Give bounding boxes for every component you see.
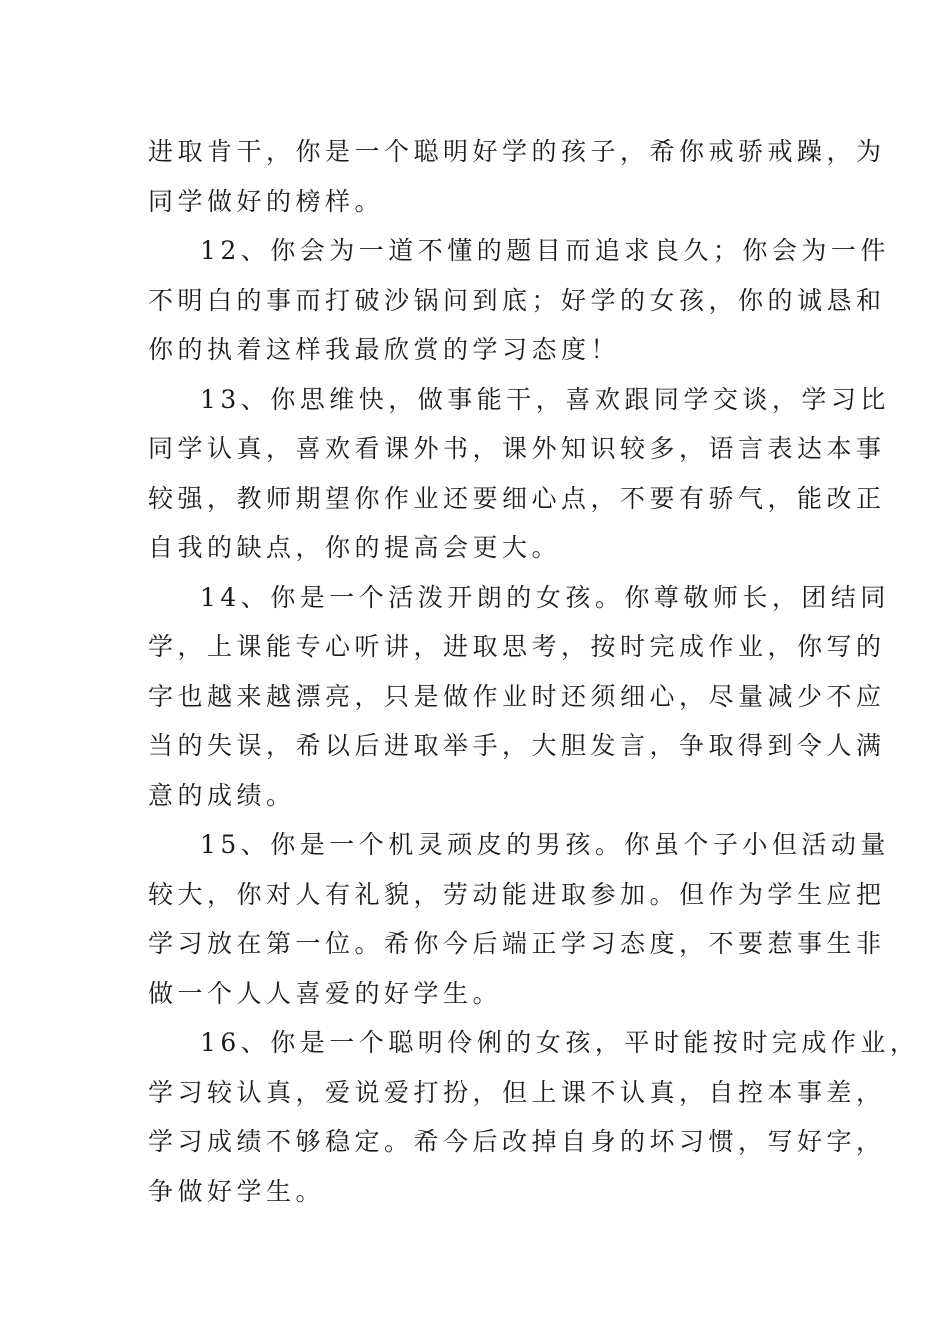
text-line: 12、你会为一道不懂的题目而追求良久；你会为一件 [200, 236, 890, 265]
text-line: 同学认真，喜欢看课外书，课外知识较多，语言表达本事 [148, 434, 886, 463]
text-line: 学，上课能专心听讲，进取思考，按时完成作业，你写的 [148, 632, 886, 661]
paragraph-16 [148, 1018, 920, 1216]
text-line: 不明白的事而打破沙锅问到底；好学的女孩，你的诚恳和 [148, 285, 886, 315]
paragraph-15 [148, 820, 890, 1018]
text-line: 进取肯干，你是一个聪明好学的孩子，希你戒骄戒躁，为 [148, 137, 886, 166]
text-line: 你的执着这样我最欣赏的学习态度！ [148, 335, 621, 364]
text-line: 同学做好的榜样。 [148, 186, 385, 216]
text-line: 当的失误，希以后进取举手，大胆发言，争取得到令人满 [148, 731, 886, 760]
paragraph-12 [148, 226, 890, 375]
text-line: 争做好学生。 [148, 1176, 326, 1206]
document-body [148, 127, 920, 1216]
text-line: 较大，你对人有礼貌，劳动能进取参加。但作为学生应把 [148, 879, 886, 909]
text-line: 字也越来越漂亮，只是做作业时还须细心，尽量减少不应 [148, 681, 886, 711]
text-line: 16、你是一个聪明伶俐的女孩，平时能按时完成作业， [200, 1028, 920, 1057]
paragraph-11-continuation [148, 127, 886, 226]
text-line: 14、你是一个活泼开朗的女孩。你尊敬师长，团结同 [200, 582, 890, 612]
text-line: 意的成绩。 [148, 780, 296, 810]
text-line: 15、你是一个机灵顽皮的男孩。你虽个子小但活动量 [200, 830, 890, 859]
text-line: 做一个人人喜爱的好学生。 [148, 978, 503, 1008]
text-line: 自我的缺点，你的提高会更大。 [148, 533, 562, 562]
text-line: 学习成绩不够稳定。希今后改掉自身的坏习惯，写好字， [148, 1127, 886, 1156]
text-line: 13、你思维快，做事能干，喜欢跟同学交谈，学习比 [200, 384, 890, 414]
paragraph-13 [148, 375, 890, 573]
text-line: 学习放在第一位。希你今后端正学习态度，不要惹事生非 [148, 929, 886, 958]
text-line: 较强，教师期望你作业还要细心点，不要有骄气，能改正 [148, 483, 886, 513]
paragraph-14 [148, 573, 890, 821]
text-line: 学习较认真，爱说爱打扮，但上课不认真，自控本事差， [148, 1077, 886, 1107]
